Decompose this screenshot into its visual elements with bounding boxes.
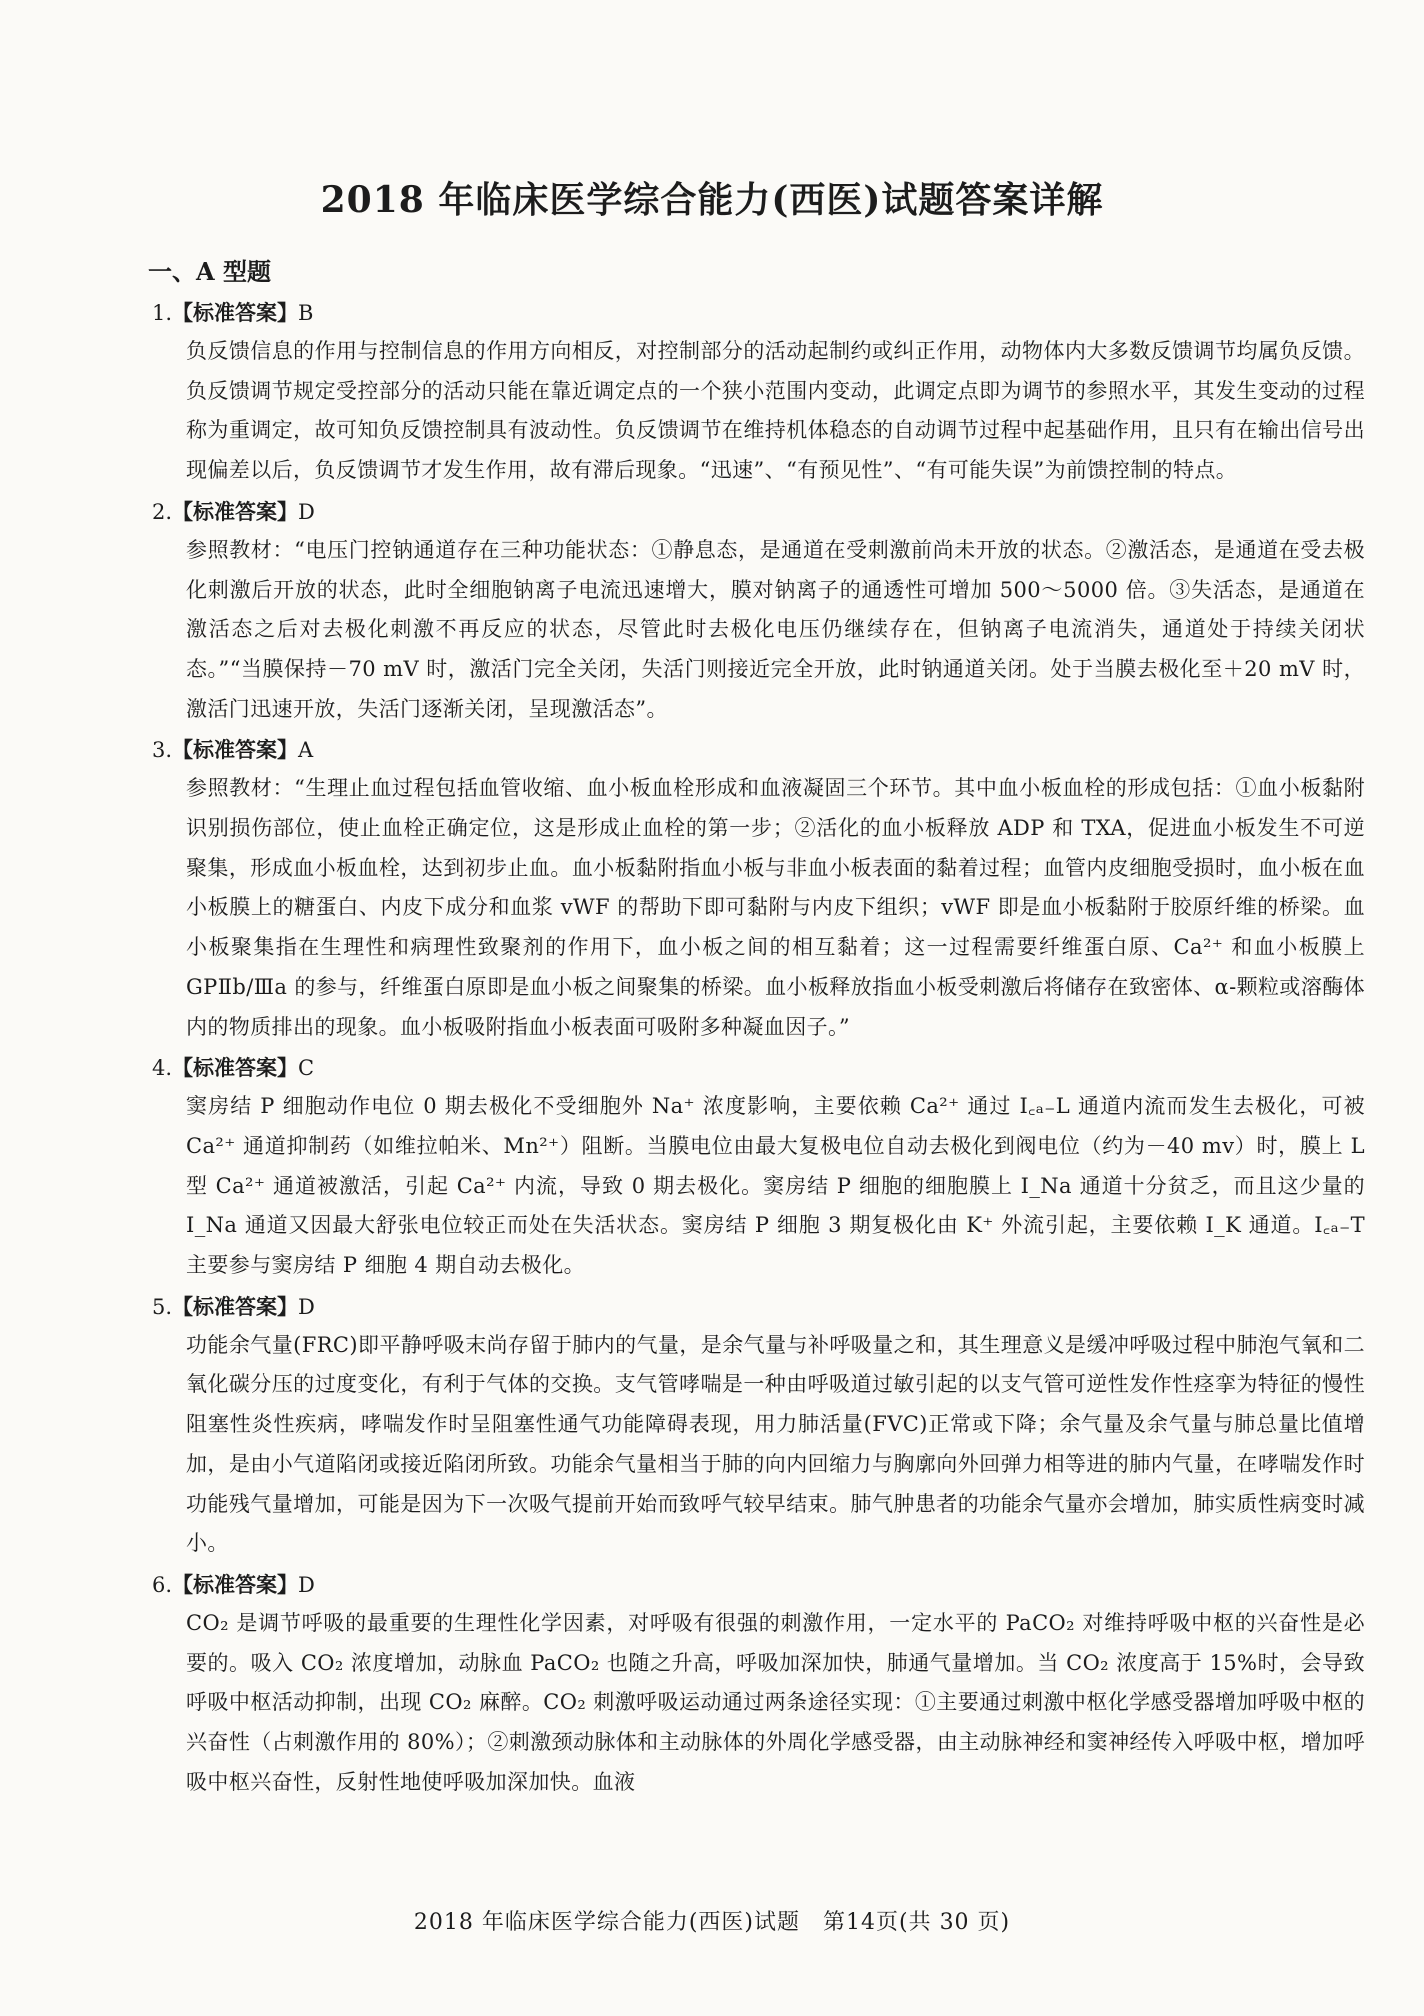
- explanation-text: 功能余气量(FRC)即平静呼吸末尚存留于肺内的气量，是余气量与补呼吸量之和，其生理意义是缓冲呼吸过程中肺泡气氧和二氧化碳分压的过度变化，有利于气体的交换。支气管哮喘是一种由呼吸道过敏引起的以支气管可逆性发作性痉挛为特征的慢性阻塞性炎性疾病，哮喘发作时呈阻塞性通气功能障碍表现，用力肺活量(FVC)正常或下降；余气量及余气量与肺总量比值增加，是由小气道陷闭或接近陷闭所致。功能余气量相当于肺的向内回缩力与胸廓向外回弹力相等进的肺内气量，在哮喘发作时功能残气量增加，可能是因为下一次吸气提前开始而致呼气较早结束。肺气肿患者的功能余气量亦会增加，肺实质性病变时减小。: [186, 1332, 1365, 1556]
- answer-item-2: [150, 493, 1365, 730]
- explanation-text: 参照教材：“生理止血过程包括血管收缩、血小板血栓形成和血液凝固三个环节。其中血小板血栓的形成包括：①血小板黏附识别损伤部位，使止血栓正确定位，这是形成止血栓的第一步；②活化的血小板释放 ADP 和 TXA，促进血小板发生不可逆聚集，形成血小板血栓，达到初步止血。血小板黏附指血小板与非血小板表面的黏着过程；血管内皮细胞受损时，血小板在血小板膜上的糖蛋白、内皮下成分和血浆 vWF 的帮助下即可黏附与内皮下组织；vWF 即是血小板黏附于胶原纤维的桥梁。血小板聚集指在生理性和病理性致聚剂的作用下，血小板之间的相互黏着；这一过程需要纤维蛋白原、Ca²⁺ 和血小板膜上 GPⅡb/Ⅲa 的参与，纤维蛋白原即是血小板之间聚集的桥梁。血小板释放指血小板受刺激后将储存在致密体、α-颗粒或溶酶体内的物质排出的现象。血小板吸附指血小板表面可吸附多种凝血因子。”: [186, 776, 1366, 1039]
- answer-letter: D: [298, 1294, 315, 1319]
- answer-tag: 【标准答案】: [172, 300, 299, 325]
- explanation-text: 负反馈信息的作用与控制信息的作用方向相反，对控制部分的活动起制约或纠正作用，动物体内大多数反馈调节均属负反馈。负反馈调节规定受控部分的活动只能在靠近调定点的一个狭小范围内变动，此调定点即为调节的参照水平，其发生变动的过程称为重调定，故可知负反馈控制具有波动性。负反馈调节在维持机体稳态的自动调节过程中起基础作用，且只有在输出信号出现偏差以后，负反馈调节才发生作用，故有滞后现象。“迅速”、“有预见性”、“有可能失误”为前馈控制的特点。: [186, 339, 1365, 483]
- page-title: 2018 年临床医学综合能力(西医)试题答案详解: [320, 179, 1104, 221]
- item-number: 2.: [152, 499, 173, 524]
- item-number: 4.: [152, 1056, 173, 1081]
- explanation-text: 参照教材：“电压门控钠通道存在三种功能状态：①静息态，是通道在受刺激前尚未开放的状态。②激活态，是通道在受去极化刺激后开放的状态，此时全细胞钠离子电流迅速增大，膜对钠离子的通透性可增加 500～5000 倍。③失活态，是通道在激活态之后对去极化刺激不再反应的状态，尽管此时去极化电压仍继续存在，但钠离子电流消失，通道处于持续关闭状态。”“当膜保持－70 mV 时，激活门完全关闭，失活门则接近完全开放，此时钠通道关闭。处于当膜去极化至＋20 mV 时，激活门迅速开放，失活门逐渐关闭，呈现激活态”。: [186, 537, 1365, 721]
- answer-letter: C: [298, 1056, 315, 1081]
- item-header: [150, 294, 1365, 332]
- answer-tag: 【标准答案】: [172, 737, 299, 763]
- explanation-text: CO₂ 是调节呼吸的最重要的生理性化学因素，对呼吸有很强的刺激作用，一定水平的 PaCO₂ 对维持呼吸中枢的兴奋性是必要的。吸入 CO₂ 浓度增加，动脉血 PaCO₂ 也随之升高，呼吸加深加快，肺通气量增加。当 CO₂ 浓度高于 15%时，会导致呼吸中枢活动抑制，出现 CO₂ 麻醉。CO₂ 刺激呼吸运动通过两条途径实现：①主要通过刺激中枢化学感受器增加呼吸中枢的兴奋性（占刺激作用的 80%）；②刺激颈动脉体和主动脉体的外周化学感受器，由主动脉神经和窦神经传入呼吸中枢，增加呼吸中枢兴奋性，反射性地使呼吸加深加快。血液: [186, 1610, 1365, 1794]
- answer-tag: 【标准答案】: [172, 1571, 299, 1597]
- item-number: 5.: [152, 1294, 173, 1319]
- item-number: 6.: [152, 1572, 173, 1597]
- answer-letter: B: [298, 301, 314, 325]
- answer-item-3: [150, 731, 1365, 1047]
- item-header: [150, 1049, 1365, 1087]
- answer-tag: 【标准答案】: [172, 498, 299, 524]
- answer-item-5: [150, 1288, 1365, 1564]
- item-number: 3.: [152, 738, 173, 763]
- answer-item-1: [150, 294, 1365, 491]
- answer-letter: A: [298, 738, 314, 763]
- item-header: [150, 1566, 1365, 1604]
- answer-letter: D: [298, 1572, 315, 1597]
- item-header: [150, 493, 1365, 531]
- item-header: [150, 731, 1365, 769]
- page-footer: 2018 年临床医学综合能力(西医)试题 第14页(共 30 页): [413, 1910, 1011, 1935]
- answer-item-6: [150, 1566, 1365, 1803]
- answer-item-4: [150, 1049, 1365, 1286]
- item-header: [150, 1288, 1365, 1326]
- section-heading: 一、A 型题: [148, 257, 271, 286]
- answer-tag: 【标准答案】: [172, 1293, 299, 1319]
- answer-letter: D: [298, 499, 315, 524]
- answer-content: [150, 252, 1365, 1803]
- answer-tag: 【标准答案】: [172, 1055, 299, 1081]
- item-number: 1.: [152, 301, 173, 325]
- explanation-text: 窦房结 P 细胞动作电位 0 期去极化不受细胞外 Na⁺ 浓度影响，主要依赖 Ca²⁺ 通过 I꜀ₐ₋L 通道内流而发生去极化，可被 Ca²⁺ 通道抑制药（如维拉帕米、Mn²⁺）阻断。当膜电位由最大复极电位自动去极化到阀电位（约为－40 mv）时，膜上 L 型 Ca²⁺ 通道被激活，引起 Ca²⁺ 内流，导致 0 期去极化。窦房结 P 细胞的细胞膜上 I_Na 通道十分贫乏，而且这少量的 I_Na 通道又因最大舒张电位较正而处在失活状态。窦房结 P 细胞 3 期复极化由 K⁺ 外流引起，主要依赖 I_K 通道。I꜀ₐ₋T 主要参与窦房结 P 细胞 4 期自动去极化。: [186, 1094, 1365, 1278]
